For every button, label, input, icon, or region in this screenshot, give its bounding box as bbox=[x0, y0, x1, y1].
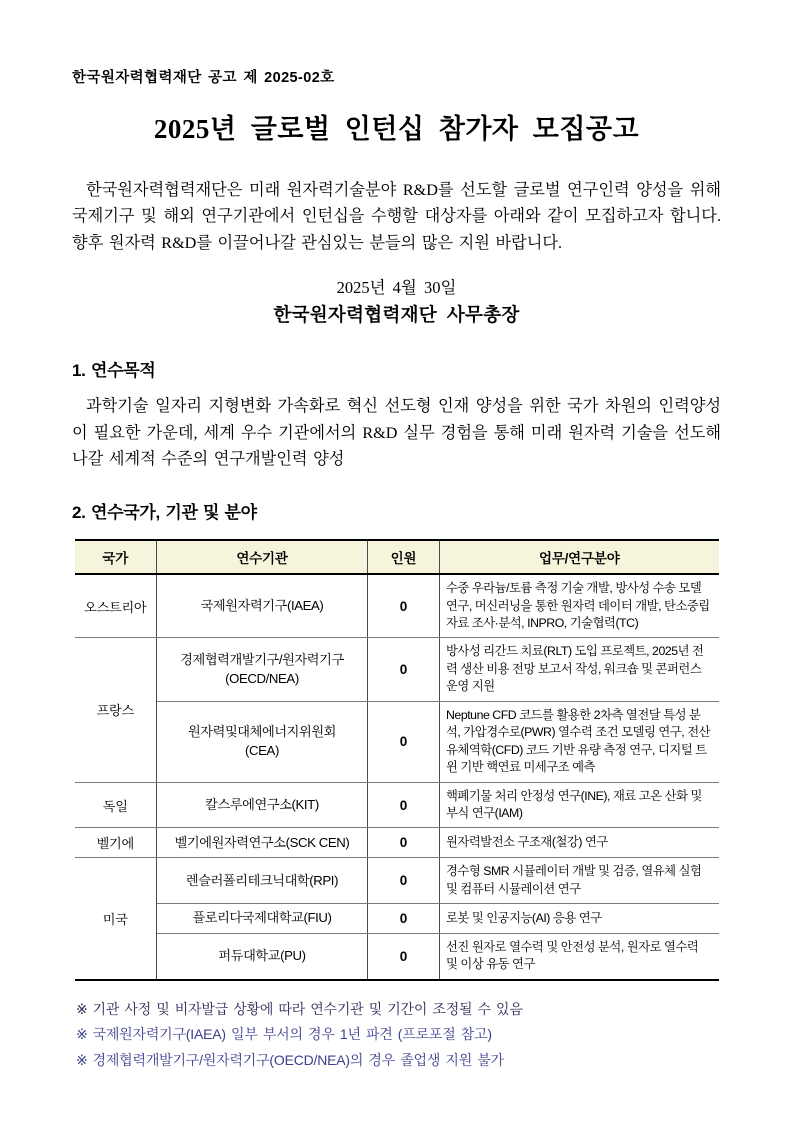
column-header-institution: 연수기관 bbox=[157, 540, 368, 574]
footnote-line bbox=[76, 1022, 721, 1048]
signature-block bbox=[72, 276, 721, 331]
footnote-line bbox=[76, 997, 721, 1023]
cell-field: 원자력발전소 구조재(철강) 연구 bbox=[440, 828, 719, 858]
page-title: 2025년 글로벌 인턴십 참가자 모집공고 bbox=[153, 114, 640, 145]
cell-field: 경수형 SMR 시뮬레이터 개발 및 검증, 열유체 실험 및 컴퓨터 시뮬레이션 연구 bbox=[440, 858, 719, 904]
table-row bbox=[75, 933, 719, 979]
cell-count: 0 bbox=[368, 828, 440, 858]
cell-field: 로봇 및 인공지능(AI) 응용 연구 bbox=[440, 904, 719, 933]
cell-institution: 국제원자력기구(IAEA) bbox=[157, 574, 368, 638]
table-row bbox=[75, 782, 719, 828]
cell-count: 0 bbox=[368, 701, 440, 782]
cell-country: 오스트리아 bbox=[75, 574, 157, 638]
announcement-date: 2025년 4월 30일 bbox=[336, 277, 457, 297]
footnote-text: 기관 사정 및 비자발급 상황에 따라 연수기관 및 기간이 조정될 수 있음 bbox=[92, 1000, 523, 1017]
cell-field: 핵폐기물 처리 안정성 연구(INE), 재료 고온 산화 및 부식 연구(IAM) bbox=[440, 782, 719, 828]
intro-paragraph: 한국원자력협력재단은 미래 원자력기술분야 R&D를 선도할 글로벌 연구인력 양성을 위해 국제기구 및 해외 연구기관에서 인턴십을 수행할 대상자를 아래와 같이 모집하고자 합니다. 향후 원자력 R&D를 이끌어나갈 관심있는 분들의 많은 지원 바랍니다. bbox=[72, 181, 721, 252]
cell-count: 0 bbox=[368, 782, 440, 828]
cell-field: 선진 원자로 열수력 및 안전성 분석, 원자로 열수력 및 이상 유동 연구 bbox=[440, 933, 719, 979]
cell-institution: 원자력및대체에너지위원회 (CEA) bbox=[157, 701, 368, 782]
document-number: 한국원자력협력재단 공고 제 2025-02호 bbox=[72, 70, 335, 86]
footnotes bbox=[72, 997, 721, 1075]
table-row bbox=[75, 904, 719, 933]
cell-institution: 퍼듀대학교(PU) bbox=[157, 933, 368, 979]
institutions-table-wrapper bbox=[72, 539, 721, 980]
column-header-count: 인원 bbox=[368, 540, 440, 574]
cell-institution: 렌슬러폴리테크닉대학(RPI) bbox=[157, 858, 368, 904]
cell-field: Neptune CFD 코드를 활용한 2차측 열전달 특성 분석, 가압경수로(PWR) 열수력 조건 모델링 연구, 전산유체역학(CFD) 코드 기반 유량 측정 연구, 디지털 트윈 기반 핵연료 미세구조 예측 bbox=[440, 701, 719, 782]
cell-institution: 경제협력개발기구/원자력기구 (OECD/NEA) bbox=[157, 638, 368, 701]
footnote-line bbox=[76, 1048, 721, 1074]
table-row bbox=[75, 574, 719, 638]
column-header-field: 업무/연구분야 bbox=[440, 540, 719, 574]
reference-mark-icon: ※ bbox=[76, 1000, 88, 1017]
cell-country: 프랑스 bbox=[75, 638, 157, 782]
column-header-country: 국가 bbox=[75, 540, 157, 574]
cell-country: 미국 bbox=[75, 858, 157, 980]
cell-count: 0 bbox=[368, 904, 440, 933]
cell-field: 수중 우라늄/토륨 측정 기술 개발, 방사성 수송 모델 연구, 머신러닝을 통한 원자력 데이터 개발, 탄소중립 자료 조사·분석, INPRO, 기술협력(TC) bbox=[440, 574, 719, 638]
table-body bbox=[75, 574, 719, 979]
table-row bbox=[75, 701, 719, 782]
table-header-row bbox=[75, 540, 719, 574]
reference-mark-icon: ※ bbox=[76, 1026, 88, 1043]
cell-institution: 벨기에원자력연구소(SCK CEN) bbox=[157, 828, 368, 858]
section-heading-countries: 2. 연수국가, 기관 및 분야 bbox=[72, 503, 257, 523]
footnote-text: 경제협력개발기구/원자력기구(OECD/NEA)의 경우 졸업생 지원 불가 bbox=[92, 1052, 504, 1069]
section-body-purpose: 과학기술 일자리 지형변화 가속화로 혁신 선도형 인재 양성을 위한 국가 차원의 인력양성이 필요한 가운데, 세계 우수 기관에서의 R&D 실무 경험을 통해 미래 원자력 기술을 선도해나갈 세계적 수준의 연구개발인력 양성 bbox=[72, 397, 721, 468]
section-heading-purpose: 1. 연수목적 bbox=[72, 361, 156, 381]
cell-count: 0 bbox=[368, 574, 440, 638]
cell-field: 방사성 리간드 치료(RLT) 도입 프로젝트, 2025년 전력 생산 비용 전망 보고서 작성, 워크숍 및 콘퍼런스 운영 지원 bbox=[440, 638, 719, 701]
footnote-text: 국제원자력기구(IAEA) 일부 부서의 경우 1년 파견 (프로포절 참고) bbox=[92, 1026, 492, 1043]
cell-count: 0 bbox=[368, 858, 440, 904]
table-row bbox=[75, 858, 719, 904]
cell-count: 0 bbox=[368, 933, 440, 979]
cell-country: 벨기에 bbox=[75, 828, 157, 858]
cell-institution: 플로리다국제대학교(FIU) bbox=[157, 904, 368, 933]
institutions-table bbox=[75, 539, 719, 980]
cell-institution: 칼스루에연구소(KIT) bbox=[157, 782, 368, 828]
cell-country: 독일 bbox=[75, 782, 157, 828]
signer-name: 한국원자력협력재단 사무총장 bbox=[273, 305, 520, 326]
table-row bbox=[75, 828, 719, 858]
cell-count: 0 bbox=[368, 638, 440, 701]
table-row bbox=[75, 638, 719, 701]
reference-mark-icon: ※ bbox=[76, 1052, 88, 1069]
